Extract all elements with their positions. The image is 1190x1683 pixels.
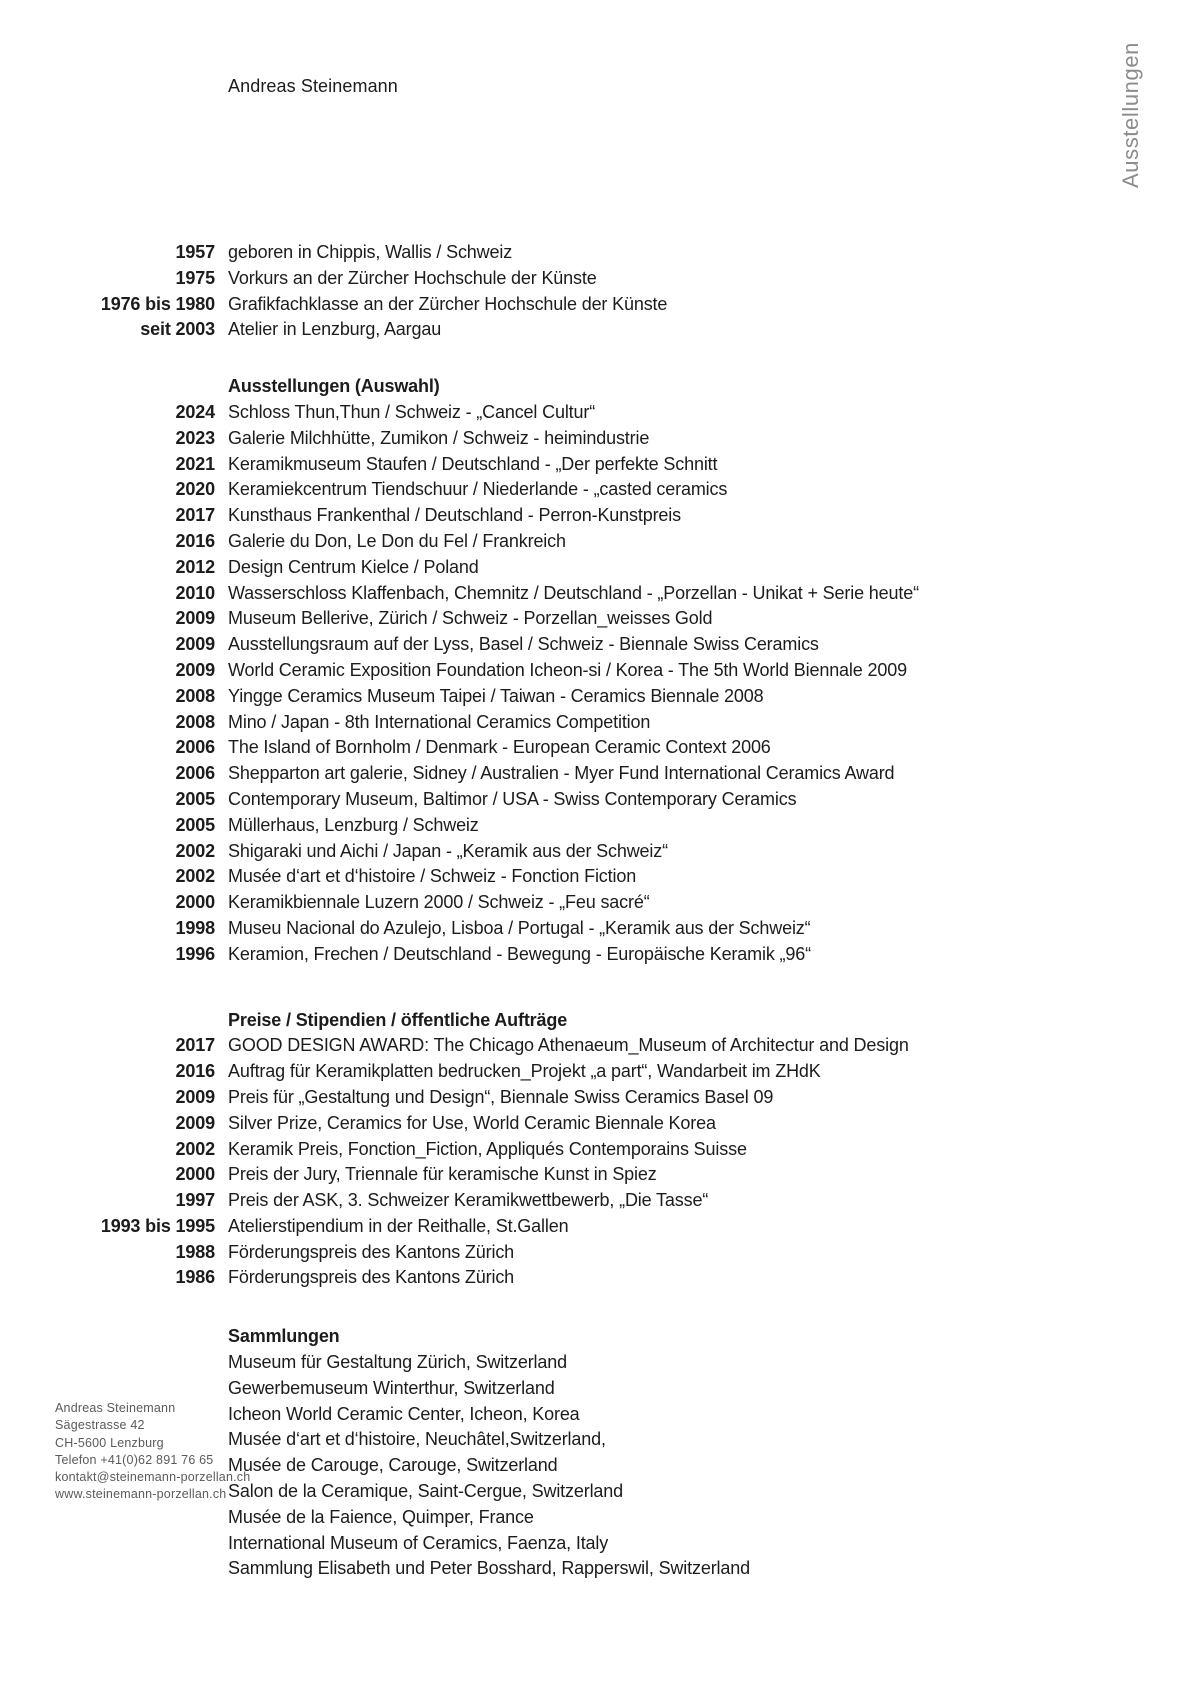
entry-text: Design Centrum Kielce / Poland xyxy=(228,556,479,577)
cv-entry-row xyxy=(0,1505,1190,1531)
entry-year: 2008 xyxy=(175,711,215,732)
cv-entry-row xyxy=(0,1162,1190,1188)
cv-entry-row xyxy=(0,916,1190,942)
entry-year: 2016 xyxy=(175,530,215,551)
cv-entry-row xyxy=(0,1350,1190,1376)
cv-entry-row xyxy=(0,529,1190,555)
entry-year: 2008 xyxy=(175,685,215,706)
entry-text: Galerie Milchhütte, Zumikon / Schweiz - heimindustrie xyxy=(228,427,650,448)
entry-year: 1986 xyxy=(175,1267,215,1288)
entry-year: 1998 xyxy=(175,917,215,938)
cv-entry-row xyxy=(0,658,1190,684)
cv-entry-row xyxy=(0,735,1190,761)
entry-year: 2020 xyxy=(175,479,215,500)
entry-year: 2009 xyxy=(175,659,215,680)
entry-text: Förderungspreis des Kantons Zürich xyxy=(228,1241,515,1262)
entry-year: 2006 xyxy=(175,737,215,758)
entry-text: Förderungspreis des Kantons Zürich xyxy=(228,1267,515,1288)
contact-line: CH-5600 Lenzburg xyxy=(55,1435,164,1450)
entry-text: Sammlung Elisabeth und Peter Bosshard, Rapperswil, Switzerland xyxy=(228,1558,750,1579)
entry-text: geboren in Chippis, Wallis / Schweiz xyxy=(228,242,513,262)
entry-text: Keramion, Frechen / Deutschland - Bewegung - Europäische Keramik „96“ xyxy=(228,943,811,964)
cv-entry-row xyxy=(0,555,1190,581)
entry-text: Keramikbiennale Luzern 2000 / Schweiz - „Feu sacré“ xyxy=(228,892,650,913)
cv-entry-row xyxy=(0,503,1190,529)
contact-line: Andreas Steinemann xyxy=(55,1401,176,1415)
entry-text: Shepparton art galerie, Sidney / Australien - Myer Fund International Ceramics Award xyxy=(228,763,895,784)
year-column-spacer xyxy=(0,1324,215,1350)
entry-year: 2009 xyxy=(175,608,215,629)
entry-text: Atelier in Lenzburg, Aargau xyxy=(228,319,442,340)
entry-text: Keramikmuseum Staufen / Deutschland - „Der perfekte Schnitt xyxy=(228,453,718,474)
cv-entry-row xyxy=(0,761,1190,787)
contact-line: Telefon +41(0)62 891 76 65 xyxy=(55,1452,214,1467)
entry-text: Keramiekcentrum Tiendschuur / Niederlande - „casted ceramics xyxy=(228,479,728,500)
entry-text: Keramik Preis, Fonction_Fiction, Appliqués Contemporains Suisse xyxy=(228,1138,747,1159)
cv-entry-row xyxy=(0,839,1190,865)
entry-text: Auftrag für Keramikplatten bedrucken_Projekt „a part“, Wandarbeit im ZHdK xyxy=(228,1061,821,1082)
entry-year: 2002 xyxy=(175,1138,215,1159)
cv-entry-row xyxy=(0,606,1190,632)
cv-entry-row xyxy=(0,1111,1190,1137)
cv-entry-row xyxy=(0,684,1190,710)
cv-entry-row xyxy=(0,1033,1190,1059)
entry-year: 2000 xyxy=(175,892,215,913)
cv-entry-row xyxy=(0,1265,1190,1291)
cv-entry-row xyxy=(0,292,1190,318)
entry-year: 1988 xyxy=(175,1241,215,1262)
entry-text: Museum für Gestaltung Zürich, Switzerland xyxy=(228,1352,567,1373)
contact-line: kontakt@steinemann-porzellan.ch xyxy=(55,1470,251,1485)
entry-year: 2002 xyxy=(175,866,215,887)
entry-text: Preis der ASK, 3. Schweizer Keramikwettbewerb, „Die Tasse“ xyxy=(228,1190,709,1211)
entry-year: 2024 xyxy=(175,401,215,422)
section-heading: Ausstellungen (Auswahl) xyxy=(228,376,440,397)
cv-entry-row xyxy=(0,266,1190,292)
entry-year xyxy=(0,1556,215,1582)
entry-text: Musée d‘art et d‘histoire / Schweiz - Fonction Fiction xyxy=(228,866,637,887)
cv-entry-row xyxy=(0,1376,1190,1402)
entry-year: 2006 xyxy=(175,763,215,784)
entry-year: 2012 xyxy=(175,556,215,577)
entry-year: 2023 xyxy=(175,427,215,448)
entry-text: Kunsthaus Frankenthal / Deutschland - Perron-Kunstpreis xyxy=(228,505,681,526)
entry-text: The Island of Bornholm / Denmark - European Ceramic Context 2006 xyxy=(228,737,771,758)
entry-text: Schloss Thun,Thun / Schweiz - „Cancel Cultur“ xyxy=(228,401,596,422)
entry-year: 2021 xyxy=(175,453,215,474)
cv-section-bio xyxy=(0,240,1190,343)
cv-entry-row xyxy=(0,1188,1190,1214)
section-heading: Preise / Stipendien / öffentliche Aufträge xyxy=(228,1009,568,1030)
entry-text: Salon de la Ceramique, Saint-Cergue, Switzerland xyxy=(228,1481,624,1502)
cv-entry-row xyxy=(0,1059,1190,1085)
entry-year: 2017 xyxy=(175,505,215,526)
entry-text: Preis der Jury, Triennale für keramische Kunst in Spiez xyxy=(228,1164,657,1185)
entry-text: Musée d‘art et d‘histoire, Neuchâtel,Switzerland, xyxy=(228,1429,606,1450)
entry-year xyxy=(0,1376,215,1402)
entry-year: 2002 xyxy=(175,840,215,861)
contact-line: www.steinemann-porzellan.ch xyxy=(55,1487,227,1502)
cv-entry-row xyxy=(0,710,1190,736)
entry-text: Gewerbemuseum Winterthur, Switzerland xyxy=(228,1377,555,1398)
entry-year: 2005 xyxy=(175,788,215,809)
entry-text: Contemporary Museum, Baltimor / USA - Swiss Contemporary Ceramics xyxy=(228,788,797,809)
contact-line: Sägestrasse 42 xyxy=(55,1418,145,1433)
side-label-ausstellungen: Ausstellungen xyxy=(1118,42,1143,189)
page-title: Andreas Steinemann xyxy=(228,76,398,96)
cv-entry-row xyxy=(0,890,1190,916)
entry-text: Musée de la Faience, Quimper, France xyxy=(228,1506,534,1527)
entry-year: 1976 bis 1980 xyxy=(100,293,215,314)
entry-text: Ausstellungsraum auf der Lyss, Basel / Schweiz - Biennale Swiss Ceramics xyxy=(228,634,819,655)
contact-block xyxy=(55,1400,250,1504)
cv-entry-row xyxy=(0,1240,1190,1266)
entry-text: Mino / Japan - 8th International Ceramics Competition xyxy=(228,711,651,732)
cv-entry-row xyxy=(0,581,1190,607)
entry-text: World Ceramic Exposition Foundation Icheon-si / Korea - The 5th World Biennale 2009 xyxy=(228,659,907,680)
entry-year: 2009 xyxy=(175,634,215,655)
entry-year xyxy=(0,1505,215,1531)
section-heading-row xyxy=(0,374,1190,400)
cv-entry-row xyxy=(0,452,1190,478)
entry-text: Galerie du Don, Le Don du Fel / Frankreich xyxy=(228,530,566,551)
cv-section-awards xyxy=(0,1008,1190,1292)
entry-year xyxy=(0,1350,215,1376)
entry-year: 2009 xyxy=(175,1086,215,1107)
cv-entry-row xyxy=(0,477,1190,503)
cv-entry-row xyxy=(0,1531,1190,1557)
entry-year: 1997 xyxy=(175,1190,215,1211)
entry-text: Preis für „Gestaltung und Design“, Biennale Swiss Ceramics Basel 09 xyxy=(228,1086,774,1107)
entry-text: Museu Nacional do Azulejo, Lisboa / Portugal - „Keramik aus der Schweiz“ xyxy=(228,917,811,938)
entry-year: 1993 bis 1995 xyxy=(100,1215,215,1236)
entry-text: Musée de Carouge, Carouge, Switzerland xyxy=(228,1455,558,1476)
cv-section-exhibitions xyxy=(0,374,1190,967)
section-heading: Sammlungen xyxy=(228,1326,340,1347)
entry-text: Grafikfachklasse an der Zürcher Hochschule der Künste xyxy=(228,293,668,314)
entry-year: 2010 xyxy=(175,582,215,603)
entry-year: 2000 xyxy=(175,1164,215,1185)
cv-entry-row xyxy=(0,813,1190,839)
entry-text: Museum Bellerive, Zürich / Schweiz - Porzellan_weisses Gold xyxy=(228,608,713,629)
entry-year: 2016 xyxy=(175,1061,215,1082)
entry-text: Wasserschloss Klaffenbach, Chemnitz / Deutschland - „Porzellan - Unikat + Serie heute“ xyxy=(228,582,919,603)
entry-text: Yingge Ceramics Museum Taipei / Taiwan - Ceramics Biennale 2008 xyxy=(228,685,764,706)
cv-content xyxy=(0,240,1190,1582)
entry-text: Vorkurs an der Zürcher Hochschule der Künste xyxy=(228,267,597,288)
entry-text: International Museum of Ceramics, Faenza, Italy xyxy=(228,1532,609,1553)
year-column-spacer xyxy=(0,374,215,400)
entry-year xyxy=(0,1531,215,1557)
cv-entry-row xyxy=(0,864,1190,890)
cv-entry-row xyxy=(0,1085,1190,1111)
entry-year: 1957 xyxy=(175,242,215,262)
entry-text: GOOD DESIGN AWARD: The Chicago Athenaeum_Museum of Architectur and Design xyxy=(228,1035,909,1056)
cv-entry-row xyxy=(0,1556,1190,1582)
cv-entry-row xyxy=(0,400,1190,426)
entry-year: seit 2003 xyxy=(140,319,215,340)
entry-year: 2005 xyxy=(175,814,215,835)
cv-entry-row xyxy=(0,942,1190,968)
cv-entry-row xyxy=(0,317,1190,343)
cv-entry-row xyxy=(0,240,1190,266)
entry-text: Shigaraki und Aichi / Japan - „Keramik aus der Schweiz“ xyxy=(228,840,668,861)
entry-text: Atelierstipendium in der Reithalle, St.Gallen xyxy=(228,1215,569,1236)
entry-year: 2017 xyxy=(175,1035,215,1056)
section-heading-row xyxy=(0,1008,1190,1034)
entry-year: 2009 xyxy=(175,1112,215,1133)
entry-text: Silver Prize, Ceramics for Use, World Ceramic Biennale Korea xyxy=(228,1112,716,1133)
cv-entry-row xyxy=(0,787,1190,813)
entry-year: 1996 xyxy=(175,943,215,964)
cv-entry-row xyxy=(0,426,1190,452)
year-column-spacer xyxy=(0,1008,215,1034)
entry-text: Icheon World Ceramic Center, Icheon, Korea xyxy=(228,1403,580,1424)
entry-year: 1975 xyxy=(175,267,215,288)
section-heading-row xyxy=(0,1324,1190,1350)
cv-entry-row xyxy=(0,632,1190,658)
entry-text: Müllerhaus, Lenzburg / Schweiz xyxy=(228,814,479,835)
cv-entry-row xyxy=(0,1137,1190,1163)
cv-entry-row xyxy=(0,1214,1190,1240)
